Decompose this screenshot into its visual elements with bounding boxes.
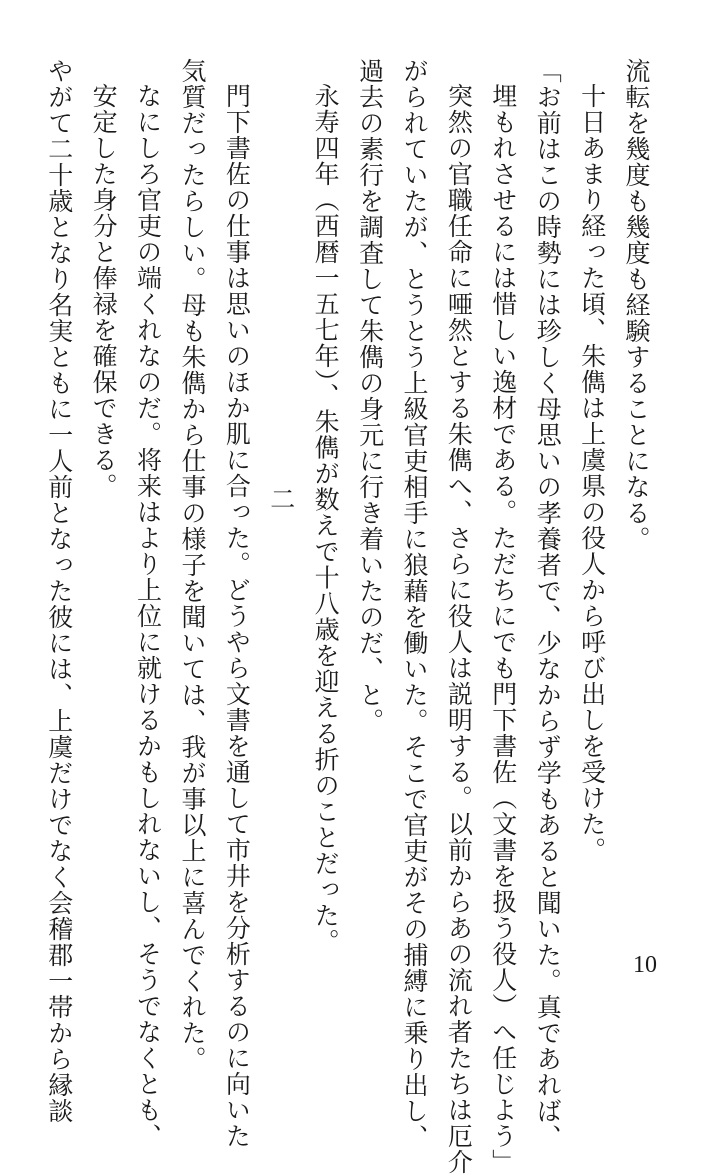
text-line: 流転を幾度も幾度も経験することになる。 [622,58,651,552]
text-line: なにしろ官吏の端くれなのだ。将来はより上位に就けるかもしれないし、そうでなくとも、 [133,83,163,1149]
text-line: 「お前はこの時勢には珍しく母思いの孝養者で、少なからず学もあると聞いた。真であれば、 [533,58,563,1150]
text-line: 門下書佐の仕事は思いのほか肌に合った。どうやら文書を通して市井を分析するのに向いた [222,83,252,1149]
section-number: 二 [266,486,296,512]
text-line: 永寿四年（西暦一五七年）、朱儁が数えで十八歳を迎える折のことだった。 [311,83,341,955]
text-line: 過去の素行を調査して朱儁の身元に行き着いたのだ、と。 [355,58,385,734]
text-line: やがて二十歳となり名実ともに一人前となった彼には、上虞だけでなく会稽郡一帯から縁談 [44,58,74,1124]
text-line: 安定した身分と俸禄を確保できる。 [89,83,119,499]
text-line: 気質だったらしい。母も朱儁から仕事の様子を聞いては、我が事以上に喜んでくれた。 [177,58,207,1072]
text-line: 十日あまり経った頃、朱儁は上虞県の役人から呼び出しを受けた。 [577,83,607,863]
text-line: 埋もれさせるには惜しい逸材である。ただちにでも門下書佐（文書を扱う役人）へ任じよう」 [488,83,518,1175]
text-line: がられていたが、とうとう上級官吏相手に狼藉を働いた。そこで官吏がその捕縛に乗り出し、 [399,58,429,1150]
text-line: 突然の官職任命に唖然とする朱儁へ、さらに役人は説明する。以前からあの流れ者たちは厄介 [444,83,474,1175]
page-number: 10 [633,952,657,978]
